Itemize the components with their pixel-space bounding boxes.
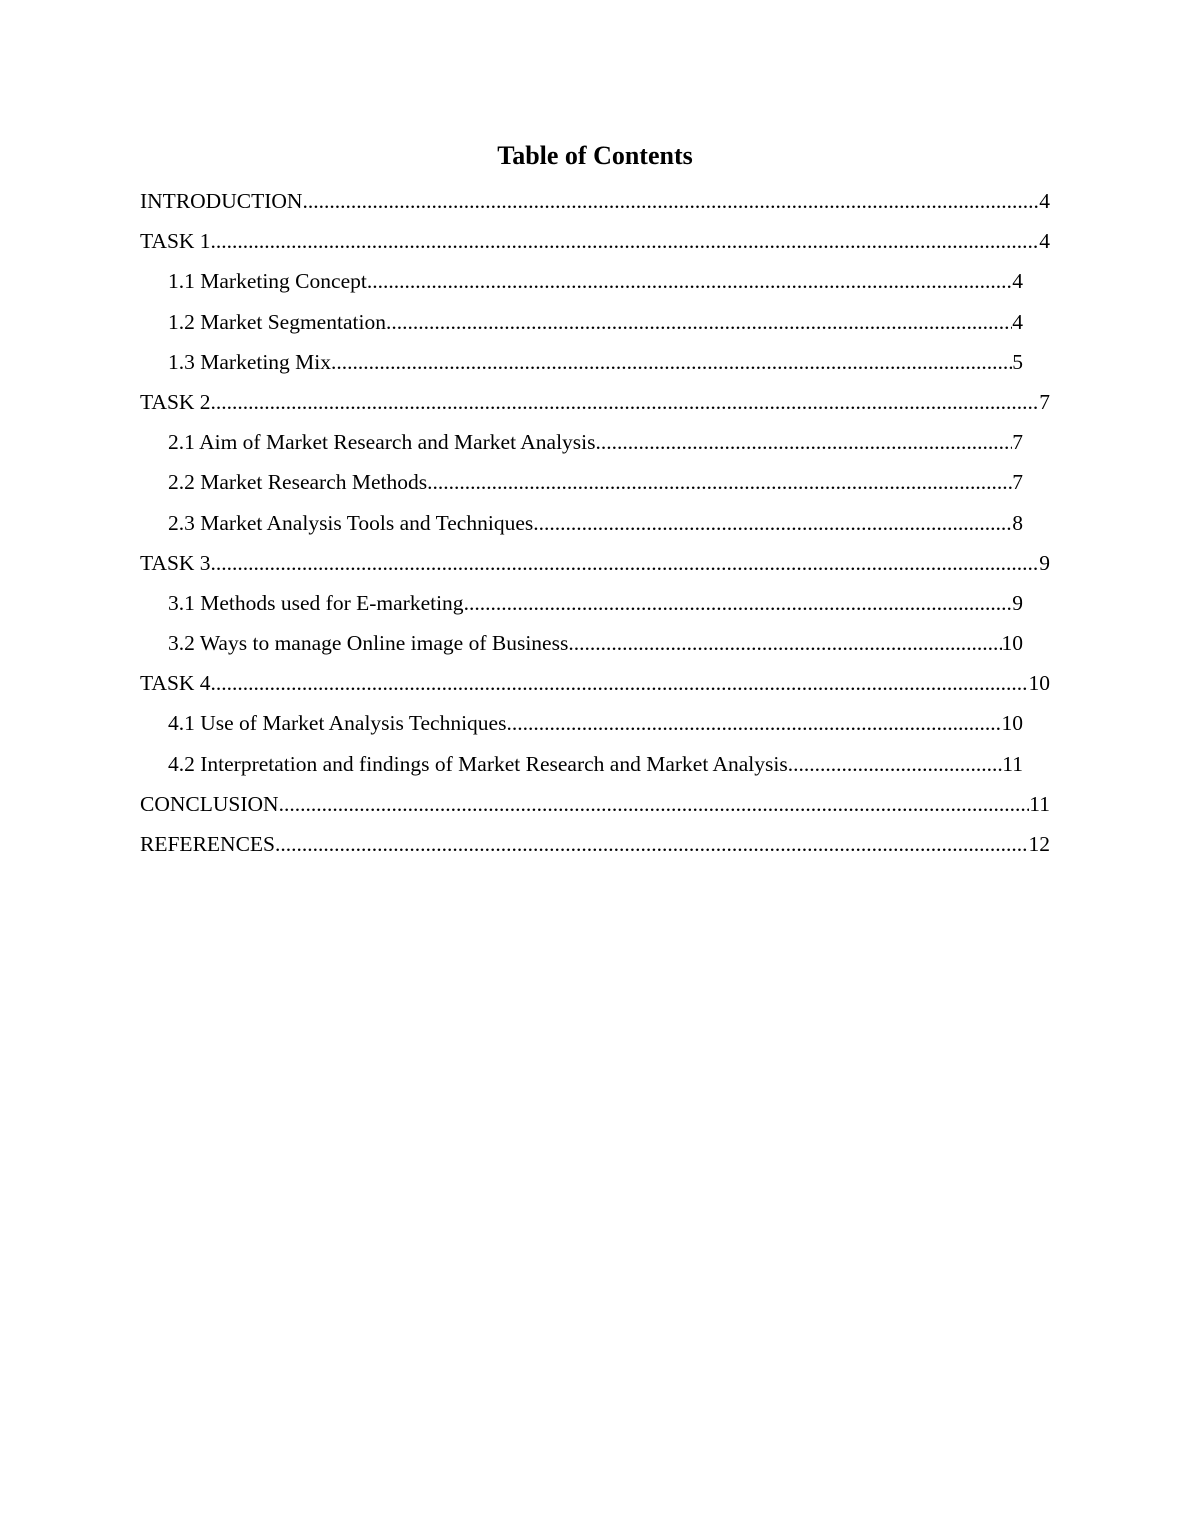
dot-leader xyxy=(275,829,1029,859)
toc-entry-label: 3.1 Methods used for E-marketing xyxy=(168,590,464,615)
dot-leader xyxy=(279,789,1030,819)
toc-page-number: 7 xyxy=(1012,430,1023,455)
toc-entry-4-2[interactable] xyxy=(0,749,1190,789)
toc-entry-2-2[interactable] xyxy=(0,467,1190,507)
toc-entry-label: TASK 1 xyxy=(140,229,211,254)
toc-entry-label: 4.2 Interpretation and findings of Market Research and Market Analysis xyxy=(168,751,788,776)
toc-entry-label: 2.3 Market Analysis Tools and Techniques xyxy=(168,510,534,535)
toc-entry-label: TASK 4 xyxy=(140,671,211,696)
toc-entry-4-1[interactable] xyxy=(0,708,1190,748)
toc-page-number: 12 xyxy=(1028,832,1050,856)
toc-entry-label: 1.1 Marketing Concept xyxy=(168,269,367,294)
dot-leader xyxy=(788,749,1003,779)
toc-entry-label: 2.2 Market Research Methods xyxy=(168,470,428,495)
toc-page-number: 11 xyxy=(1002,751,1023,776)
dot-leader xyxy=(211,226,1040,256)
toc-entry-label: 1.2 Market Segmentation xyxy=(168,309,386,334)
toc-page-number: 8 xyxy=(1012,510,1023,535)
toc-entry-task-2[interactable] xyxy=(0,387,1190,427)
toc-entry-2-1[interactable] xyxy=(0,427,1190,467)
toc-entry-1-1[interactable] xyxy=(0,266,1190,306)
dot-leader xyxy=(596,427,1013,457)
toc-entry-introduction[interactable] xyxy=(0,186,1190,226)
toc-entry-label: CONCLUSION xyxy=(140,791,279,816)
toc-page-number: 4 xyxy=(1039,229,1050,254)
toc-entry-label: TASK 2 xyxy=(140,389,211,414)
toc-entry-label: INTRODUCTION xyxy=(140,189,303,213)
toc-entry-label: TASK 3 xyxy=(140,550,211,575)
toc-page-number: 10 xyxy=(1001,631,1023,656)
dot-leader xyxy=(211,668,1029,698)
toc-entry-3-1[interactable] xyxy=(0,588,1190,628)
toc-entry-conclusion[interactable] xyxy=(0,789,1190,829)
toc-entry-label: REFERENCES xyxy=(140,832,275,856)
toc-entry-task-1[interactable] xyxy=(0,226,1190,266)
toc-page-number: 9 xyxy=(1039,550,1050,575)
toc-entry-label: 4.1 Use of Market Analysis Techniques xyxy=(168,711,507,736)
dot-leader xyxy=(211,387,1040,417)
toc-page-number: 10 xyxy=(1001,711,1023,736)
dot-leader xyxy=(386,307,1012,337)
toc-page-number: 4 xyxy=(1039,189,1050,213)
toc-page-number: 4 xyxy=(1012,269,1023,294)
toc-entry-label: 3.2 Ways to manage Online image of Business xyxy=(168,631,569,656)
toc-entry-3-2[interactable] xyxy=(0,628,1190,668)
toc-entry-task-3[interactable] xyxy=(0,548,1190,588)
toc-page-number: 7 xyxy=(1012,470,1023,495)
toc-entry-task-4[interactable] xyxy=(0,668,1190,708)
toc-page-number: 10 xyxy=(1028,671,1050,696)
dot-leader xyxy=(533,508,1012,538)
toc-entry-1-2[interactable] xyxy=(0,307,1190,347)
toc-page-number: 4 xyxy=(1012,309,1023,334)
toc-entry-2-3[interactable] xyxy=(0,508,1190,548)
toc-page-number: 7 xyxy=(1039,389,1050,414)
dot-leader xyxy=(367,266,1012,296)
dot-leader xyxy=(302,186,1039,216)
dot-leader xyxy=(331,347,1012,377)
toc-page-number: 9 xyxy=(1012,590,1023,615)
toc-entry-label: 2.1 Aim of Market Research and Market Analysis xyxy=(168,430,596,455)
dot-leader xyxy=(568,628,1001,658)
dot-leader xyxy=(211,548,1040,578)
toc-title: Table of Contents xyxy=(497,141,693,170)
toc-entry-references[interactable] xyxy=(0,829,1190,869)
dot-leader xyxy=(464,588,1013,618)
toc-list xyxy=(0,186,1190,869)
toc-page-number: 11 xyxy=(1029,791,1050,816)
dot-leader xyxy=(427,467,1012,497)
toc-entry-1-3[interactable] xyxy=(0,347,1190,387)
dot-leader xyxy=(506,708,1001,738)
toc-page-number: 5 xyxy=(1012,349,1023,374)
toc-entry-label: 1.3 Marketing Mix xyxy=(168,349,332,374)
